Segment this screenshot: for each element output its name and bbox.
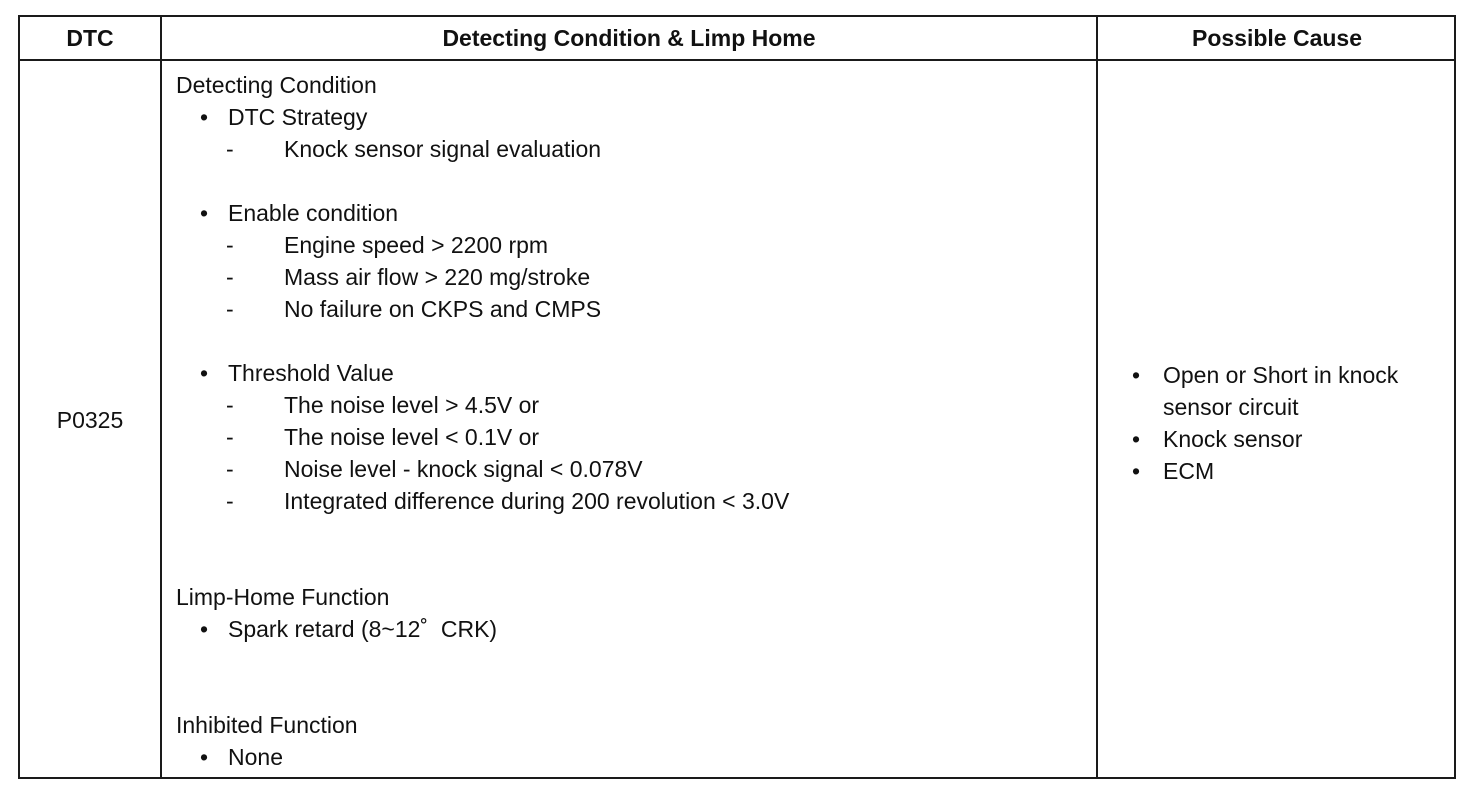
dash-glyph: - — [226, 392, 234, 418]
possible-cause-item — [1132, 361, 1398, 389]
inhibited-function-item-text: None — [228, 744, 283, 770]
inhibited-function-item — [200, 743, 283, 771]
enable-condition-item-text: Mass air flow > 220 mg/stroke — [284, 264, 591, 290]
header-possible-cause: Possible Cause — [1191, 25, 1363, 51]
threshold-value-heading — [200, 359, 394, 387]
dash-glyph: - — [226, 264, 234, 290]
dtc-strategy-item — [226, 135, 601, 163]
threshold-value-item — [226, 391, 539, 419]
detecting-condition-title: Detecting Condition — [176, 72, 377, 98]
enable-condition-item-text: No failure on CKPS and CMPS — [284, 296, 602, 322]
dtc-strategy-label: DTC Strategy — [228, 104, 368, 130]
bullet-glyph: • — [1132, 458, 1141, 484]
column-divider — [1096, 17, 1098, 777]
header-divider — [20, 59, 1454, 61]
dash-glyph: - — [226, 136, 234, 162]
threshold-value-item-text: Integrated difference during 200 revolution < 3.0V — [284, 488, 790, 514]
enable-condition-label: Enable condition — [228, 200, 399, 226]
dtc-table — [18, 15, 1456, 779]
dash-glyph: - — [226, 424, 234, 450]
possible-cause-item — [1132, 425, 1302, 453]
threshold-value-item-text: Noise level - knock signal < 0.078V — [284, 456, 643, 482]
threshold-value-item-text: The noise level > 4.5V or — [284, 392, 540, 418]
header-detecting-condition: Detecting Condition & Limp Home — [442, 25, 816, 51]
possible-cause-text: Knock sensor — [1163, 426, 1303, 452]
possible-cause-text: Open or Short in knock — [1163, 362, 1399, 388]
limp-home-item-text: Spark retard (8~12˚ CRK) — [228, 616, 498, 642]
enable-condition-heading — [200, 199, 398, 227]
bullet-glyph: • — [200, 104, 209, 130]
threshold-value-label: Threshold Value — [228, 360, 394, 386]
dtc-strategy-item-text: Knock sensor signal evaluation — [284, 136, 602, 162]
threshold-value-item-text: The noise level < 0.1V or — [284, 424, 540, 450]
dtc-code: P0325 — [56, 407, 124, 433]
bullet-glyph: • — [200, 744, 209, 770]
possible-cause-text: ECM — [1163, 458, 1215, 484]
threshold-value-item — [226, 423, 539, 451]
enable-condition-item — [226, 295, 601, 323]
dash-glyph: - — [226, 456, 234, 482]
enable-condition-item-text: Engine speed > 2200 rpm — [284, 232, 549, 258]
bullet-glyph: • — [200, 360, 209, 386]
bullet-glyph: • — [1132, 426, 1141, 452]
header-dtc: DTC — [66, 25, 114, 51]
bullet-glyph: • — [200, 616, 209, 642]
bullet-glyph: • — [1132, 362, 1141, 388]
possible-cause-item — [1132, 457, 1214, 485]
column-divider — [160, 17, 162, 777]
bullet-glyph: • — [200, 200, 209, 226]
limp-home-item — [200, 615, 497, 643]
limp-home-title: Limp-Home Function — [176, 584, 390, 610]
dash-glyph: - — [226, 232, 234, 258]
enable-condition-item — [226, 231, 548, 259]
threshold-value-item — [226, 455, 643, 483]
enable-condition-item — [226, 263, 590, 291]
dtc-strategy-heading — [200, 103, 367, 131]
dash-glyph: - — [226, 296, 234, 322]
possible-cause-continuation: sensor circuit — [1163, 394, 1299, 420]
dash-glyph: - — [226, 488, 234, 514]
inhibited-function-title: Inhibited Function — [176, 712, 358, 738]
threshold-value-item — [226, 487, 789, 515]
